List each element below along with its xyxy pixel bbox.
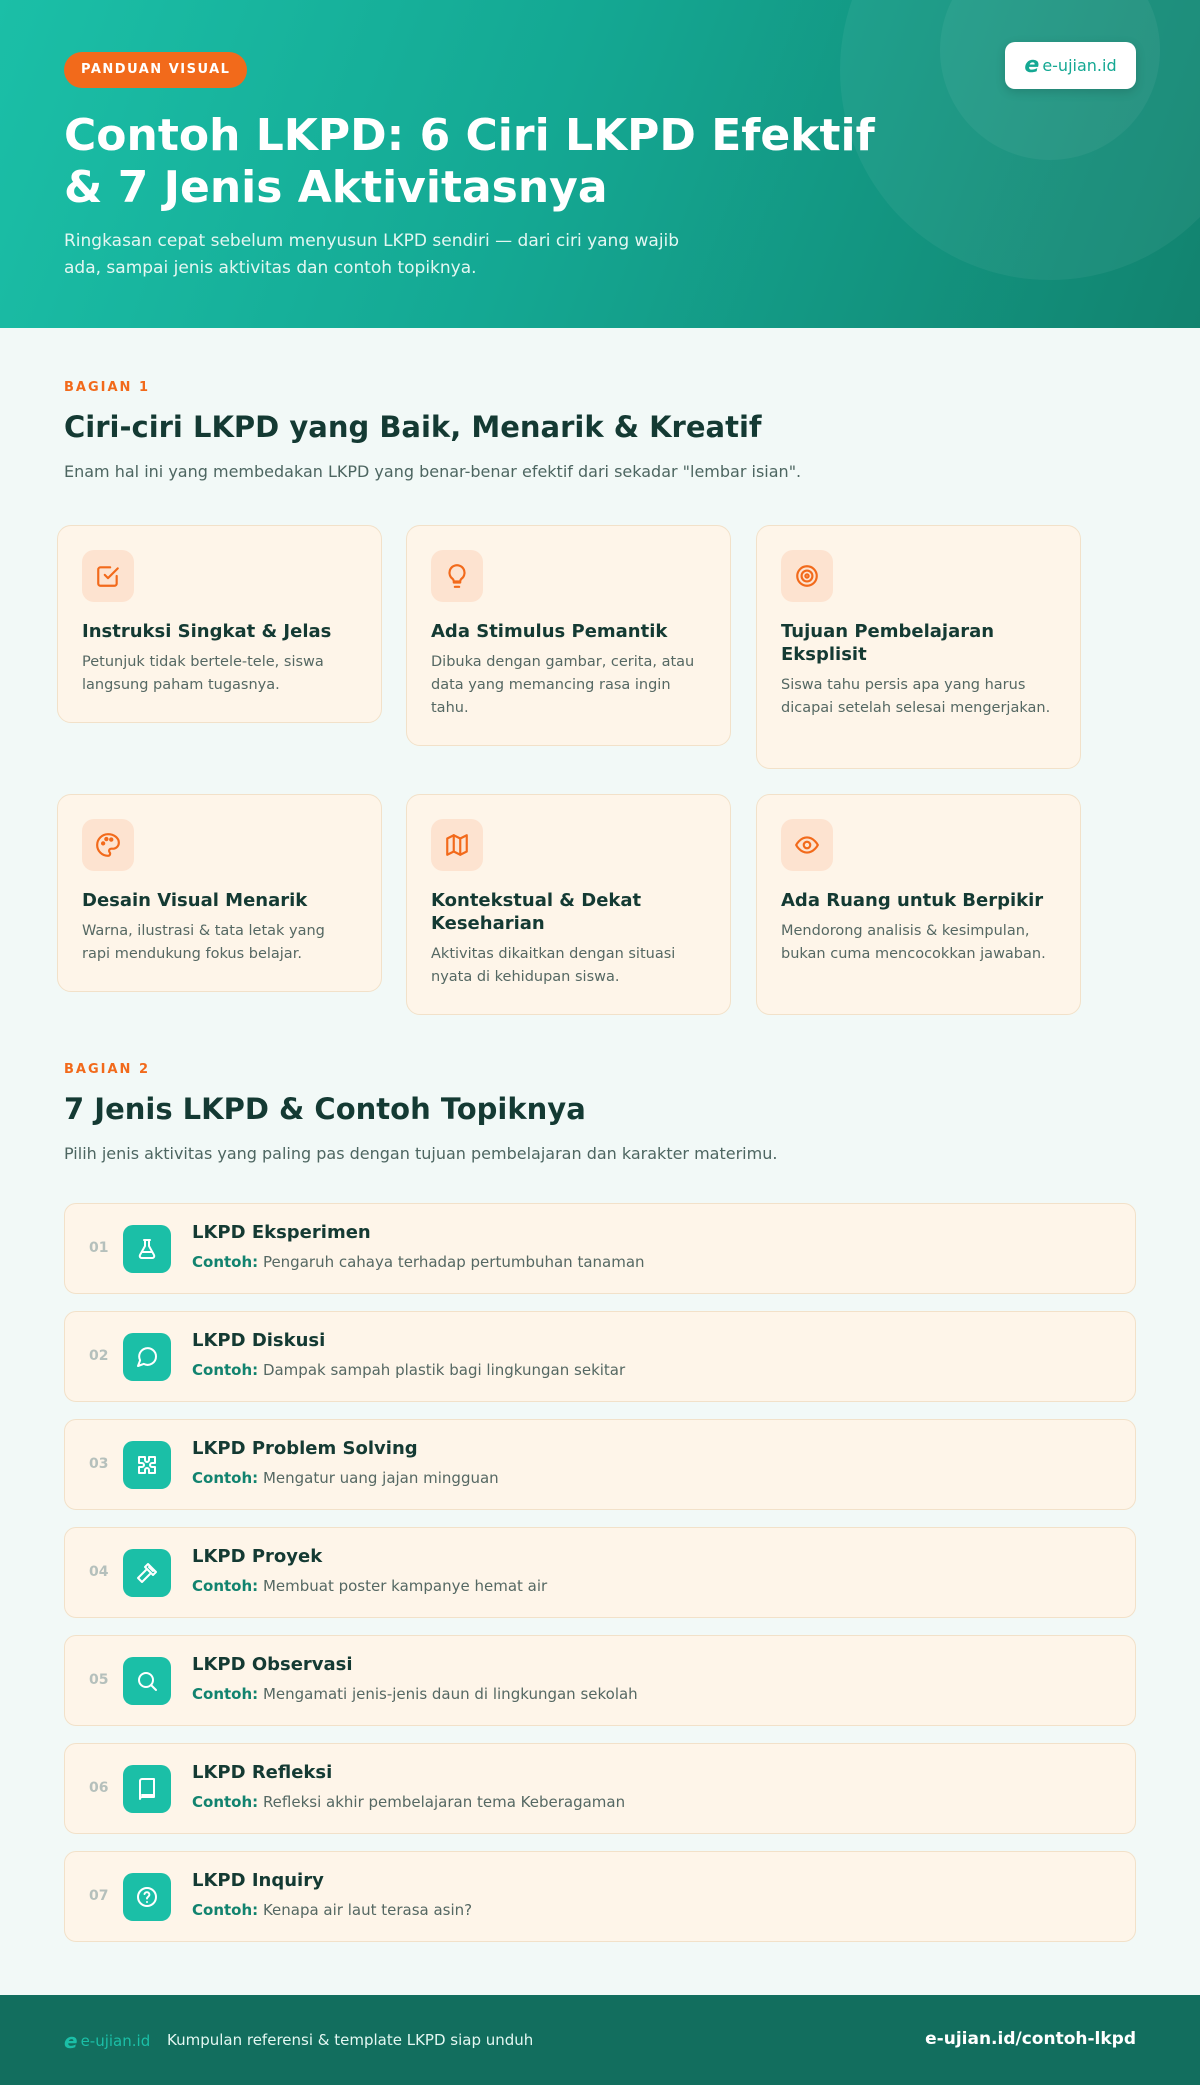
example-label: Contoh: <box>192 1469 259 1487</box>
card-description: Siswa tahu persis apa yang harus dicapai setelah selesai mengerjakan. <box>781 677 1051 716</box>
example-label: Contoh: <box>192 1253 259 1271</box>
example-label: Contoh: <box>192 1901 259 1919</box>
item-example <box>192 1901 472 1919</box>
item-number: 03 <box>89 1456 109 1472</box>
example-label: Contoh: <box>192 1577 259 1595</box>
feature-card <box>406 525 731 746</box>
list-item[interactable] <box>64 1311 1136 1402</box>
hammer-icon <box>123 1549 171 1597</box>
section-title: 7 Jenis LKPD & Contoh Topiknya <box>64 1092 586 1126</box>
page-subtitle: Ringkasan cepat sebelum menyusun LKPD sendiri — dari ciri yang wajib ada, sampai jenis aktivitas dan contoh topiknya. <box>64 231 680 278</box>
example-label: Contoh: <box>192 1361 259 1379</box>
logo-mark-icon: e <box>64 2029 78 2053</box>
item-title: LKPD Eksperimen <box>192 1222 371 1243</box>
example-text: Mengamati jenis-jenis daun di lingkungan sekolah <box>262 1685 638 1703</box>
card-description: Mendorong analisis & kesimpulan, bukan cuma mencocokkan jawaban. <box>781 923 1046 962</box>
item-number: 01 <box>89 1240 109 1256</box>
list-item[interactable] <box>64 1419 1136 1510</box>
logo-text: e-ujian.id <box>1042 56 1117 75</box>
item-title: LKPD Refleksi <box>192 1762 333 1783</box>
eye-icon <box>781 819 833 871</box>
footer-url-link[interactable]: e-ujian.id/contoh-lkpd <box>925 2029 1136 2049</box>
example-text: Dampak sampah plastik bagi lingkungan sekitar <box>262 1361 626 1379</box>
feature-card <box>406 794 731 1015</box>
item-title: LKPD Proyek <box>192 1546 323 1567</box>
map-icon <box>431 819 483 871</box>
logo-text: e-ujian.id <box>80 2032 151 2050</box>
footer-logo[interactable] <box>64 2029 150 2053</box>
feature-card <box>756 794 1081 1015</box>
logo-mark-icon: e <box>1024 53 1040 78</box>
help-circle-icon <box>123 1873 171 1921</box>
example-text: Refleksi akhir pembelajaran tema Keberagaman <box>262 1793 626 1811</box>
item-number: 05 <box>89 1672 109 1688</box>
example-text: Membuat poster kampanye hemat air <box>262 1577 548 1595</box>
section-kicker: BAGIAN 2 <box>64 1062 150 1077</box>
item-example <box>192 1685 638 1703</box>
feature-card <box>57 794 382 992</box>
example-text: Mengatur uang jajan mingguan <box>262 1469 499 1487</box>
item-number: 02 <box>89 1348 109 1364</box>
list-item[interactable] <box>64 1851 1136 1942</box>
item-number: 07 <box>89 1888 109 1904</box>
search-icon <box>123 1657 171 1705</box>
card-title: Kontekstual & Dekat Keseharian <box>431 890 642 934</box>
checkbox-icon <box>82 550 134 602</box>
list-item[interactable] <box>64 1527 1136 1618</box>
item-number: 04 <box>89 1564 109 1580</box>
item-example <box>192 1361 625 1379</box>
item-example <box>192 1577 547 1595</box>
hero-banner <box>0 0 1200 328</box>
chat-bubble-icon <box>123 1333 171 1381</box>
site-logo[interactable] <box>1005 42 1136 89</box>
list-item[interactable] <box>64 1635 1136 1726</box>
list-item[interactable] <box>64 1743 1136 1834</box>
card-description: Dibuka dengan gambar, cerita, atau data yang memancing rasa ingin tahu. <box>431 654 695 716</box>
card-description: Aktivitas dikaitkan dengan situasi nyata di kehidupan siswa. <box>431 946 676 985</box>
item-example <box>192 1253 645 1271</box>
card-title: Desain Visual Menarik <box>82 890 308 911</box>
list-item[interactable] <box>64 1203 1136 1294</box>
card-title: Instruksi Singkat & Jelas <box>82 621 332 642</box>
item-title: LKPD Diskusi <box>192 1330 326 1351</box>
puzzle-icon <box>123 1441 171 1489</box>
section-lead: Pilih jenis aktivitas yang paling pas dengan tujuan pembelajaran dan karakter materimu. <box>64 1144 778 1163</box>
item-title: LKPD Inquiry <box>192 1870 324 1891</box>
book-icon <box>123 1765 171 1813</box>
page-title: Contoh LKPD: 6 Ciri LKPD Efektif & 7 Jenis Aktivitasnya <box>64 110 875 213</box>
feature-card <box>756 525 1081 769</box>
lightbulb-icon <box>431 550 483 602</box>
card-title: Tujuan Pembelajaran Eksplisit <box>781 621 995 665</box>
item-number: 06 <box>89 1780 109 1796</box>
item-example <box>192 1793 625 1811</box>
category-badge: PANDUAN VISUAL <box>64 52 247 88</box>
item-example <box>192 1469 499 1487</box>
card-description: Warna, ilustrasi & tata letak yang rapi mendukung fokus belajar. <box>82 923 325 962</box>
example-label: Contoh: <box>192 1793 259 1811</box>
section-kicker: BAGIAN 1 <box>64 380 150 395</box>
target-icon <box>781 550 833 602</box>
card-title: Ada Ruang untuk Berpikir <box>781 890 1044 911</box>
example-text: Pengaruh cahaya terhadap pertumbuhan tanaman <box>262 1253 645 1271</box>
footer <box>0 1995 1200 2085</box>
section-lead: Enam hal ini yang membedakan LKPD yang benar-benar efektif dari sekadar "lembar isian". <box>64 462 802 481</box>
flask-icon <box>123 1225 171 1273</box>
feature-card <box>57 525 382 723</box>
item-title: LKPD Observasi <box>192 1654 353 1675</box>
card-description: Petunjuk tidak bertele-tele, siswa langsung paham tugasnya. <box>82 654 324 693</box>
item-title: LKPD Problem Solving <box>192 1438 418 1459</box>
example-label: Contoh: <box>192 1685 259 1703</box>
card-title: Ada Stimulus Pemantik <box>431 621 668 642</box>
section-title: Ciri-ciri LKPD yang Baik, Menarik & Kreatif <box>64 410 762 444</box>
footer-tagline: Kumpulan referensi & template LKPD siap unduh <box>167 2031 534 2049</box>
example-text: Kenapa air laut terasa asin? <box>262 1901 473 1919</box>
palette-icon <box>82 819 134 871</box>
